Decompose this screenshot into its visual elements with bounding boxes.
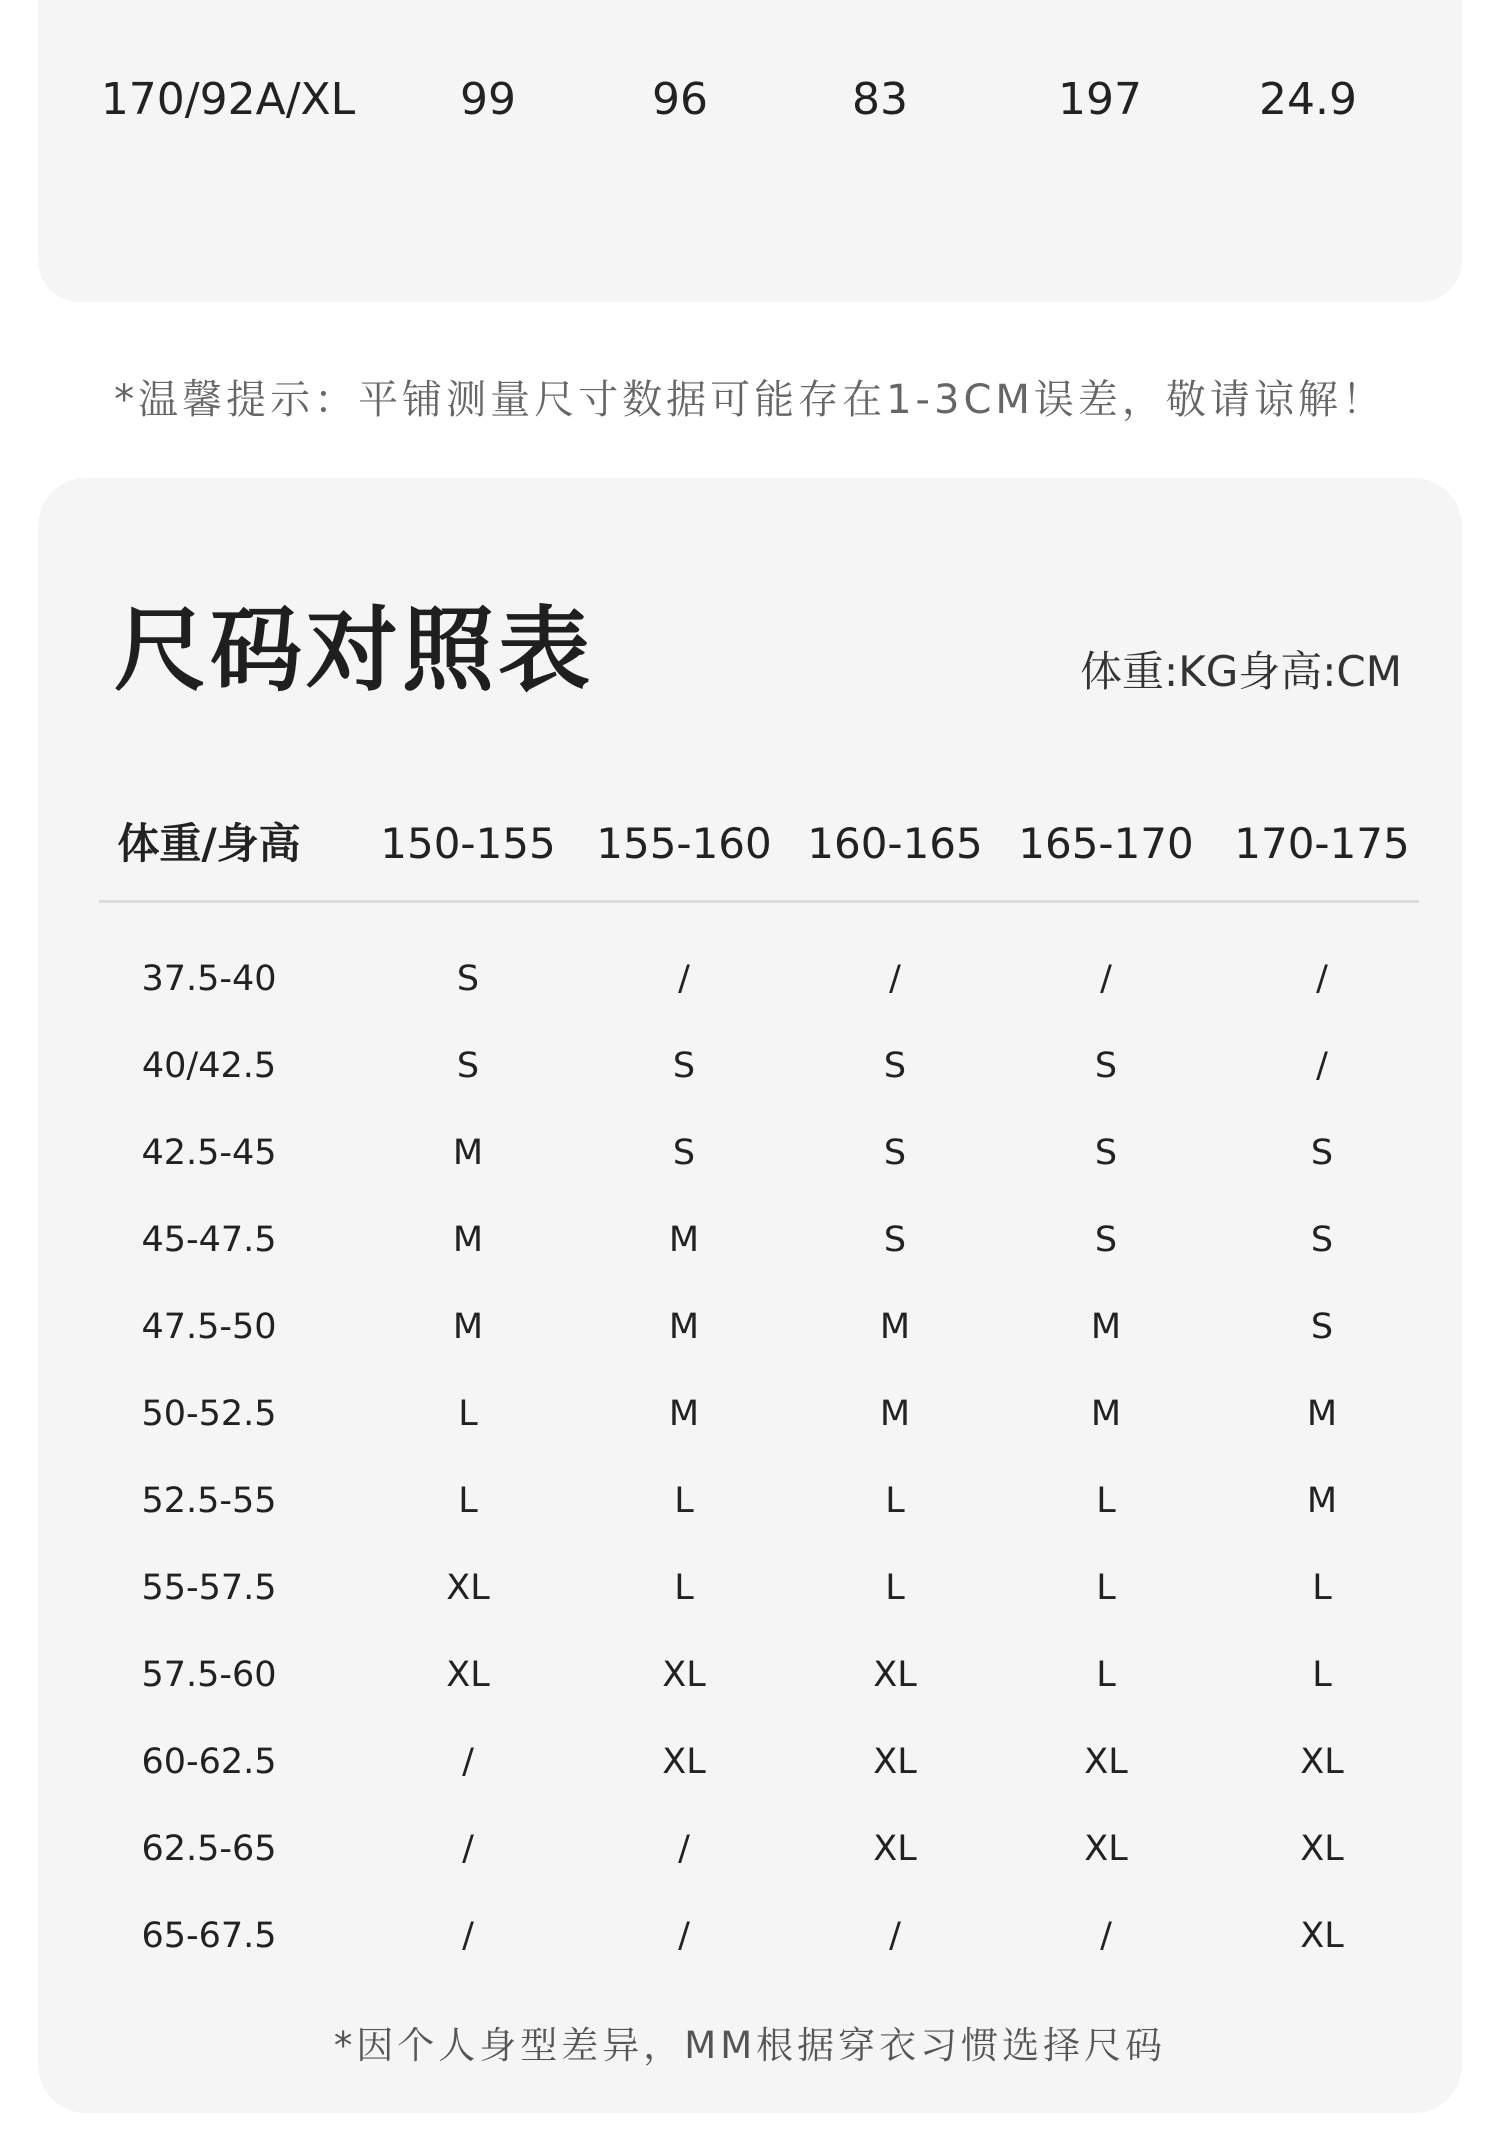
size-cell: / <box>1100 959 1112 999</box>
table-row <box>38 1123 1462 1183</box>
size-cell: S <box>1310 1133 1334 1173</box>
header-height: 150-155 <box>380 819 556 868</box>
size-cell: M <box>452 1220 484 1260</box>
size-cell: XL <box>446 1568 490 1608</box>
size-cell: S <box>1094 1220 1118 1260</box>
measurement-notice: *温馨提示：平铺测量尺寸数据可能存在1-3CM误差，敬请谅解！ <box>114 377 1386 423</box>
weight-cell: 52.5-55 <box>141 1481 277 1521</box>
size-cell: S <box>1310 1220 1334 1260</box>
measurement-size-label: 170/92A/XL <box>100 74 356 125</box>
size-cell: / <box>678 1829 690 1869</box>
size-cell: XL <box>873 1655 917 1695</box>
size-cell: XL <box>662 1742 706 1782</box>
size-cell: / <box>462 1829 474 1869</box>
size-cell: / <box>462 1916 474 1956</box>
measurement-table-card <box>38 0 1462 302</box>
table-row <box>38 1384 1462 1444</box>
measurement-row <box>38 70 1462 130</box>
size-cell: L <box>1312 1655 1332 1695</box>
size-cell: XL <box>662 1655 706 1695</box>
table-row <box>38 1297 1462 1357</box>
size-cell: S <box>883 1046 907 1086</box>
size-cell: S <box>672 1046 696 1086</box>
size-cell: L <box>1096 1481 1116 1521</box>
size-cell: M <box>452 1133 484 1173</box>
size-cell: XL <box>1300 1742 1344 1782</box>
size-cell: M <box>668 1220 700 1260</box>
header-corner: 体重/身高 <box>117 819 301 868</box>
weight-cell: 42.5-45 <box>141 1133 277 1173</box>
size-cell: L <box>1096 1568 1116 1608</box>
size-cell: M <box>1306 1481 1338 1521</box>
header-divider <box>99 900 1419 903</box>
table-row <box>38 1645 1462 1705</box>
header-height: 170-175 <box>1234 819 1410 868</box>
table-row <box>38 1732 1462 1792</box>
header-height: 165-170 <box>1018 819 1194 868</box>
measurement-value: 96 <box>652 74 708 125</box>
size-cell: L <box>1096 1655 1116 1695</box>
size-cell: XL <box>1084 1742 1128 1782</box>
size-cell: L <box>458 1481 478 1521</box>
size-cell: L <box>458 1394 478 1434</box>
weight-cell: 37.5-40 <box>141 959 277 999</box>
size-cell: M <box>1090 1307 1122 1347</box>
size-cell: / <box>462 1742 474 1782</box>
size-cell: / <box>1100 1916 1112 1956</box>
size-cell: / <box>889 959 901 999</box>
size-cell: M <box>1306 1394 1338 1434</box>
table-row <box>38 1558 1462 1618</box>
weight-cell: 47.5-50 <box>141 1307 277 1347</box>
size-cell: S <box>1094 1046 1118 1086</box>
size-cell: XL <box>1300 1916 1344 1956</box>
size-cell: L <box>674 1481 694 1521</box>
size-cell: XL <box>873 1829 917 1869</box>
size-chart-card <box>38 478 1462 2113</box>
table-row <box>38 1906 1462 1966</box>
size-cell: S <box>1310 1307 1334 1347</box>
size-cell: L <box>1312 1568 1332 1608</box>
size-cell: L <box>885 1568 905 1608</box>
header-height: 155-160 <box>596 819 772 868</box>
table-row <box>38 949 1462 1009</box>
weight-cell: 45-47.5 <box>141 1220 277 1260</box>
size-cell: XL <box>1300 1829 1344 1869</box>
size-cell: M <box>668 1307 700 1347</box>
weight-cell: 57.5-60 <box>141 1655 277 1695</box>
measurement-value: 197 <box>1058 74 1142 125</box>
size-chart-units: 体重:KG身高:CM <box>1080 647 1402 696</box>
weight-cell: 55-57.5 <box>141 1568 277 1608</box>
size-cell: S <box>672 1133 696 1173</box>
table-row <box>38 1819 1462 1879</box>
size-cell: / <box>678 959 690 999</box>
size-chart-footnote: *因个人身型差异，MM根据穿衣习惯选择尺码 <box>333 2024 1167 2067</box>
table-row <box>38 1210 1462 1270</box>
size-cell: M <box>879 1394 911 1434</box>
table-row <box>38 1471 1462 1531</box>
weight-cell: 40/42.5 <box>141 1046 277 1086</box>
size-cell: S <box>456 1046 480 1086</box>
size-cell: S <box>883 1220 907 1260</box>
size-cell: M <box>879 1307 911 1347</box>
size-cell: XL <box>446 1655 490 1695</box>
measurement-value: 99 <box>460 74 516 125</box>
size-cell: / <box>1316 1046 1328 1086</box>
size-cell: / <box>678 1916 690 1956</box>
table-row <box>38 1036 1462 1096</box>
weight-cell: 65-67.5 <box>141 1916 277 1956</box>
size-cell: / <box>889 1916 901 1956</box>
measurement-value: 83 <box>852 74 908 125</box>
measurement-value: 24.9 <box>1259 74 1357 125</box>
size-cell: L <box>885 1481 905 1521</box>
size-cell: XL <box>873 1742 917 1782</box>
size-cell: S <box>883 1133 907 1173</box>
size-cell: XL <box>1084 1829 1128 1869</box>
size-cell: L <box>674 1568 694 1608</box>
size-cell: M <box>668 1394 700 1434</box>
size-cell: / <box>1316 959 1328 999</box>
size-chart-title: 尺码对照表 <box>114 597 595 704</box>
size-cell: M <box>452 1307 484 1347</box>
weight-cell: 62.5-65 <box>141 1829 277 1869</box>
header-height: 160-165 <box>807 819 983 868</box>
size-cell: M <box>1090 1394 1122 1434</box>
size-cell: S <box>1094 1133 1118 1173</box>
weight-cell: 50-52.5 <box>141 1394 277 1434</box>
weight-cell: 60-62.5 <box>141 1742 277 1782</box>
size-cell: S <box>456 959 480 999</box>
